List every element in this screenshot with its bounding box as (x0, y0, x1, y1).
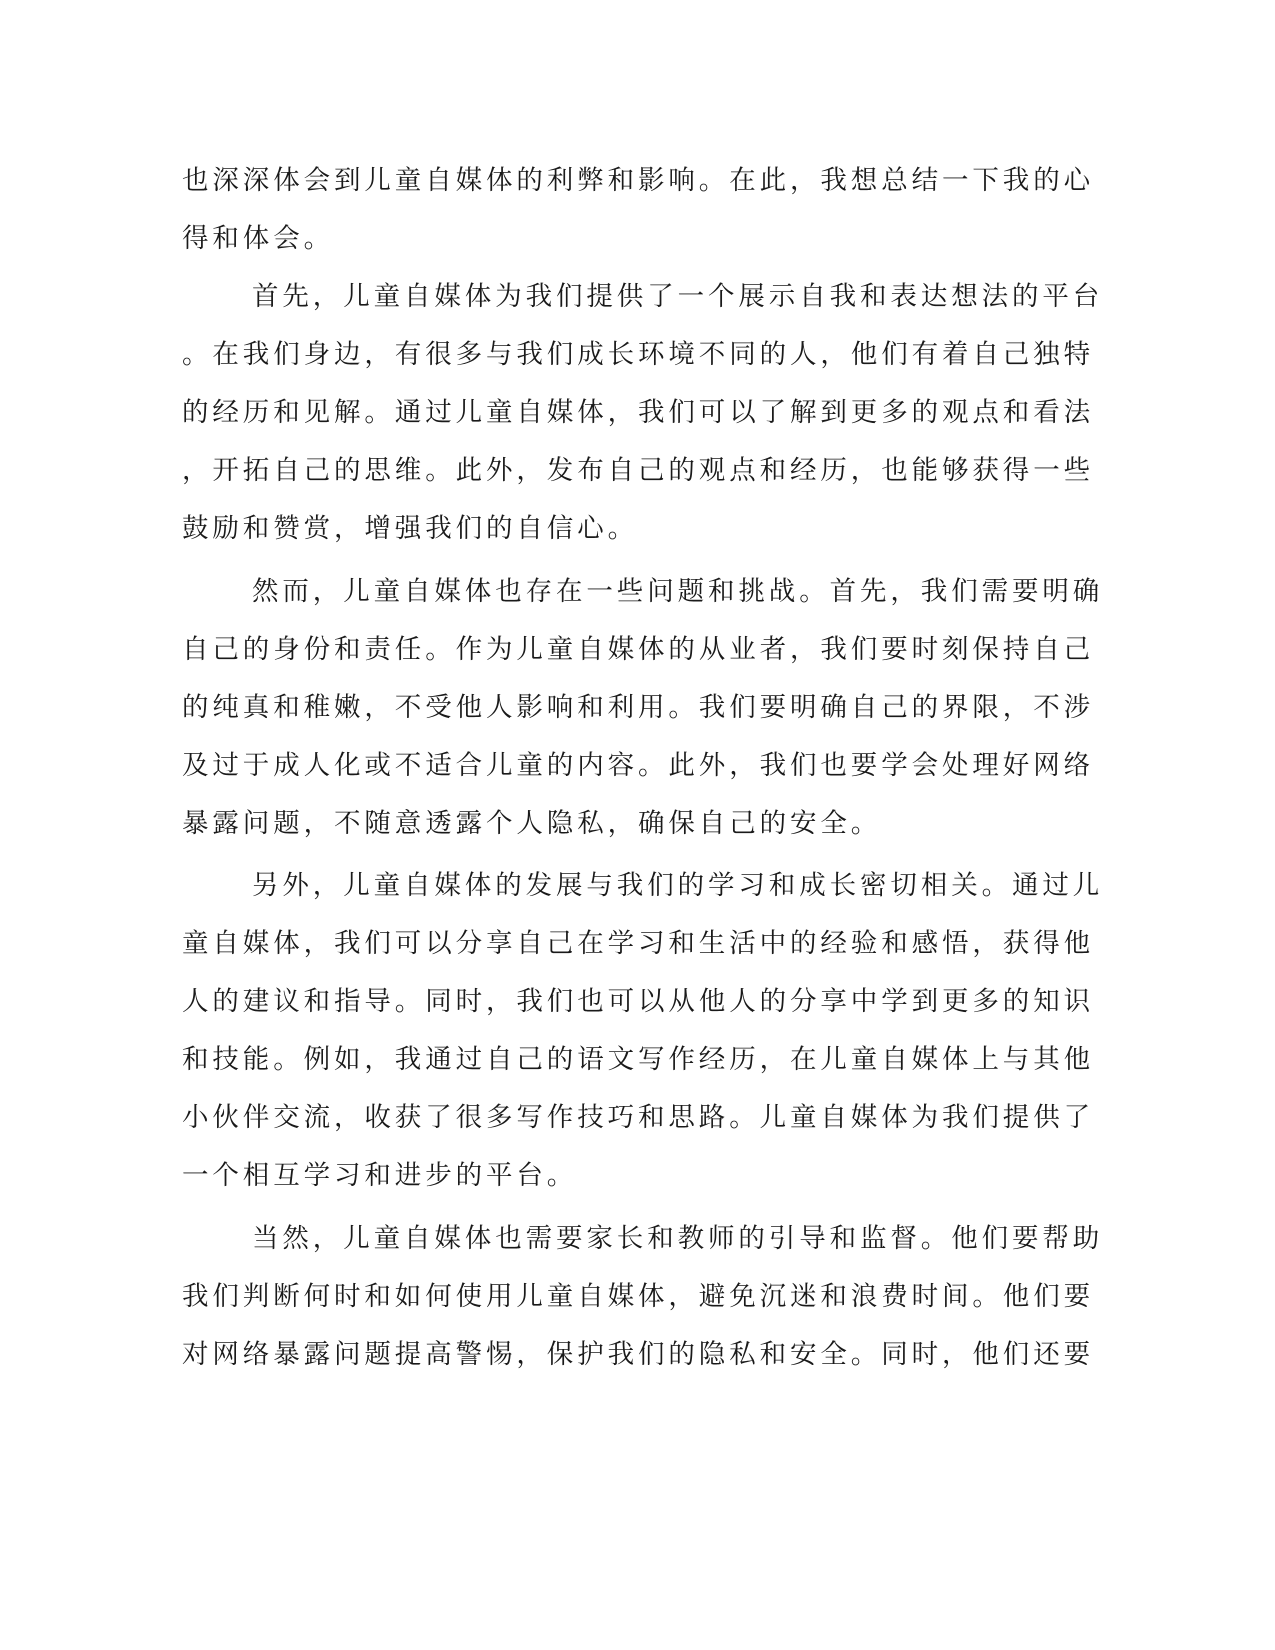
text-line: 。在我们身边，有很多与我们成长环境不同的人，他们有着自己独特 (182, 339, 1094, 370)
paragraph-first-line: 然而，儿童自媒体也存在一些问题和挑战。首先，我们需要明确 (252, 576, 1104, 607)
text-line: 的经历和见解。通过儿童自媒体，我们可以了解到更多的观点和看法 (182, 397, 1094, 428)
text-line: 及过于成人化或不适合儿童的内容。此外，我们也要学会处理好网络 (182, 750, 1094, 781)
paragraph-first-line: 另外，儿童自媒体的发展与我们的学习和成长密切相关。通过儿 (252, 870, 1104, 901)
text-line: 我们判断何时和如何使用儿童自媒体，避免沉迷和浪费时间。他们要 (182, 1281, 1094, 1312)
paragraph-first-line: 首先，儿童自媒体为我们提供了一个展示自我和表达想法的平台 (252, 281, 1104, 312)
text-line: 童自媒体，我们可以分享自己在学习和生活中的经验和感悟，获得他 (182, 928, 1094, 959)
text-line: 对网络暴露问题提高警惕，保护我们的隐私和安全。同时，他们还要 (182, 1339, 1094, 1370)
text-line: 小伙伴交流，收获了很多写作技巧和思路。儿童自媒体为我们提供了 (182, 1102, 1094, 1133)
text-line: 和技能。例如，我通过自己的语文写作经历，在儿童自媒体上与其他 (182, 1044, 1094, 1075)
text-line: 一个相互学习和进步的平台。 (182, 1160, 578, 1191)
text-line: 的纯真和稚嫩，不受他人影响和利用。我们要明确自己的界限，不涉 (182, 692, 1094, 723)
text-line: 人的建议和指导。同时，我们也可以从他人的分享中学到更多的知识 (182, 986, 1094, 1017)
text-line: 鼓励和赞赏，增强我们的自信心。 (182, 513, 638, 544)
text-line: 得和体会。 (182, 223, 334, 254)
paragraph-first-line: 当然，儿童自媒体也需要家长和教师的引导和监督。他们要帮助 (252, 1223, 1104, 1254)
text-line: 也深深体会到儿童自媒体的利弊和影响。在此，我想总结一下我的心 (182, 165, 1094, 196)
text-line: 自己的身份和责任。作为儿童自媒体的从业者，我们要时刻保持自己 (182, 634, 1094, 665)
text-line: ，开拓自己的思维。此外，发布自己的观点和经历，也能够获得一些 (182, 455, 1094, 486)
text-line: 暴露问题，不随意透露个人隐私，确保自己的安全。 (182, 808, 882, 839)
